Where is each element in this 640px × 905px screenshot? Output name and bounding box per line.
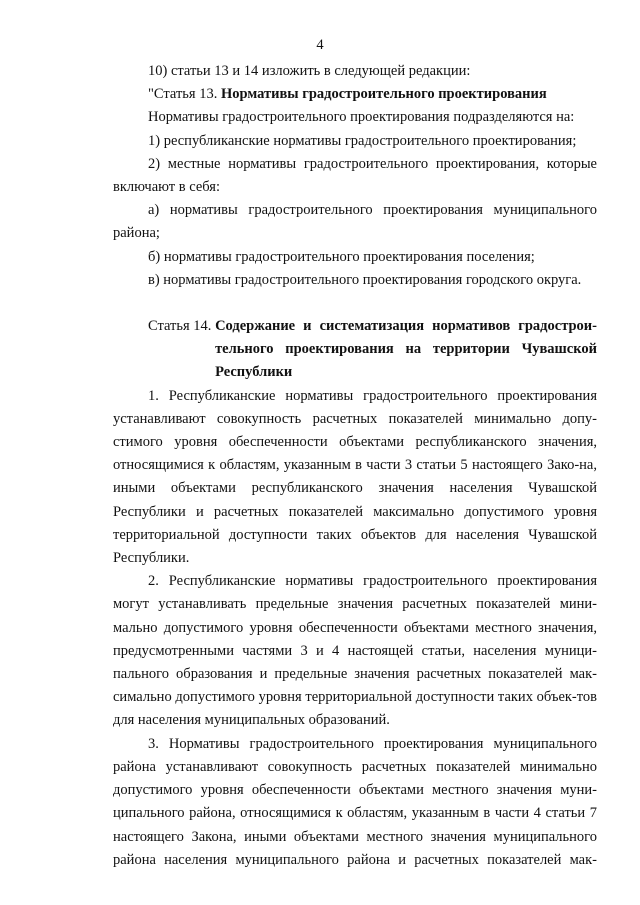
article-13-item-b: б) нормативы градостроительного проектирования поселения; [148,248,535,265]
article-14-heading [113,315,597,385]
article-13-item-2: 2) местные нормативы градостроительного проектирования, которые включают в себя: [113,155,597,196]
article-14-title: Содержание и систематизация нормативов градострои-тельного проектирования на территории Чувашской Республики [215,318,597,381]
article-14-paragraph-1: 1. Республиканские нормативы градостроительного проектирования устанавливают совокупность расчетных показателей минимально допу-стимого уровня обеспеченности объектами республиканского значения, относящимися к областям, указанным в части 3 статьи 5 настоящего Зако-на, иными объектами республиканского значения населения Чувашской Республики и расчетных показателей максимально допустимого уровня территориальной доступности таких объектов для населения Чувашской Республики. [113,387,597,567]
section-spacer [113,292,597,315]
article-13-title: Нормативы градостроительного проектирования [220,86,547,103]
article-13-intro: Нормативы градостроительного проектирования подразделяются на: [148,109,575,126]
article-14-label: Статья 14. [148,318,216,335]
document-body [113,60,597,872]
article-13-item-a: а) нормативы градостроительного проектирования муниципального района; [113,202,597,242]
article-13-item-c: в) нормативы градостроительного проектирования городского округа. [148,271,582,288]
page-number: 4 [316,37,324,53]
item-10-line: 10) статьи 13 и 14 изложить в следующей редакции: [148,63,471,79]
article-13-label: "Статья 13. [148,86,221,103]
article-13-item-1: 1) республиканские нормативы градостроительного проектирования; [148,132,577,149]
article-14-paragraph-2: 2. Республиканские нормативы градостроительного проектирования могут устанавливать предельные значения расчетных показателей мини-мально допустимого уровня обеспеченности объектами местного значения, предусмотренными частями 3 и 4 настоящей статьи, населения муници-пального образования и предельные значения расчетных показателей мак-симально допустимого уровня территориальной доступности таких объек-тов для населения муниципальных образований. [113,573,597,729]
article-14-paragraph-3: 3. Нормативы градостроительного проектирования муниципального района устанавливают совокупность расчетных показателей минимально допустимого уровня обеспеченности объектами местного значения муни-ципального района, относящимися к областям, указанным в части 4 статьи 7 настоящего Закона, иными объектами местного значения муниципального района населения муниципального района и расчетных показателей мак- [113,735,597,868]
article-13-heading [113,83,597,106]
